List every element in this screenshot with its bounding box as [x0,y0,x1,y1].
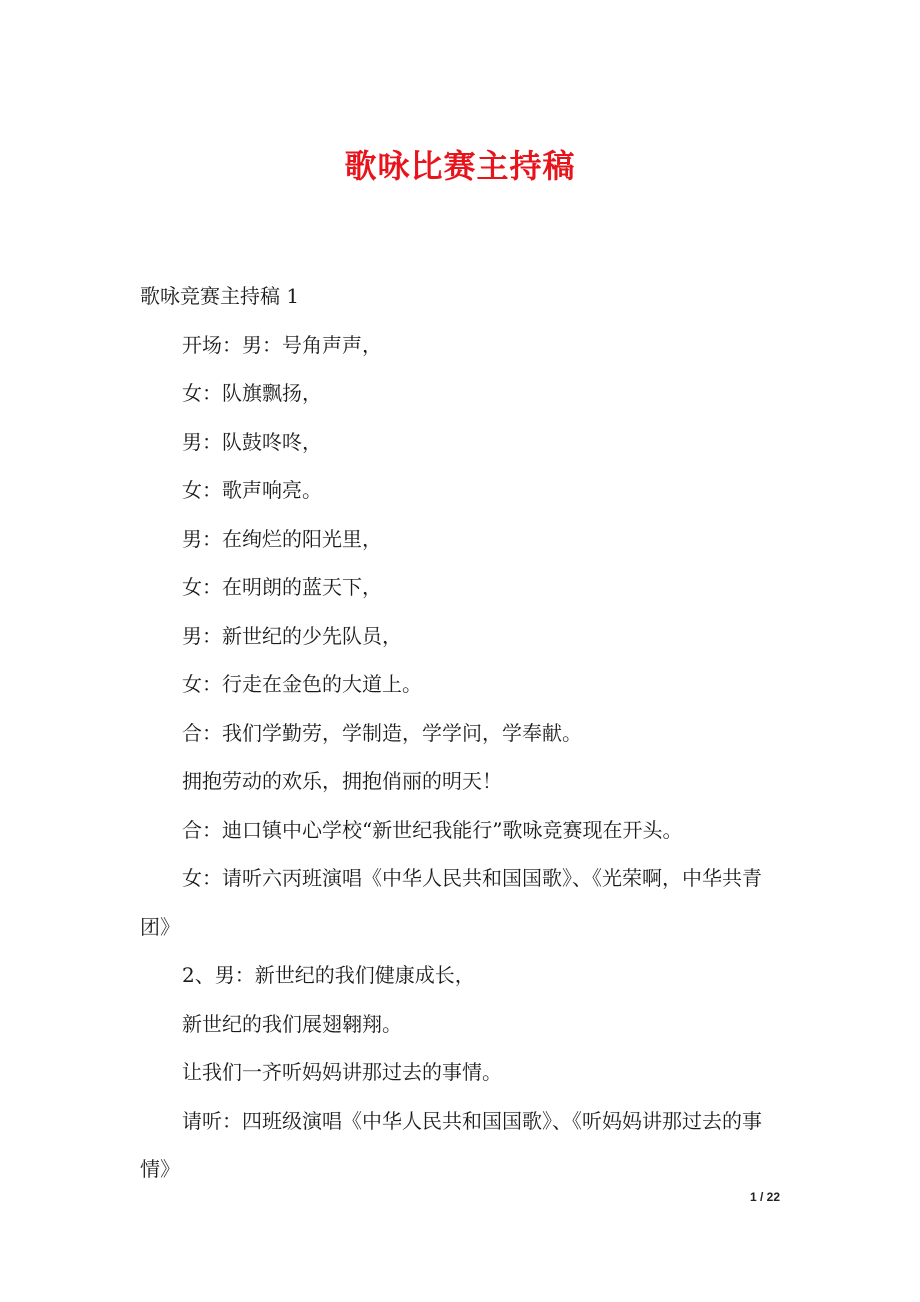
page-indicator: 1 / 22 [749,1190,780,1204]
paragraph: 请听：四班级演唱《中华人民共和国国歌》、《听妈妈讲那过去的事情》 [140,1108,762,1181]
paragraph: 女：请听六丙班演唱《中华人民共和国国歌》、《光荣啊，中华共青团》 [140,866,762,939]
document-body [140,272,785,1194]
paragraph: 让我们一齐听妈妈讲那过去的事情。 [182,1060,502,1084]
paragraph: 女：行走在金色的大道上。 [182,672,422,696]
paragraph: 女：在明朗的蓝天下， [182,575,382,599]
paragraph: 2、男：新世纪的我们健康成长， [182,963,475,987]
paragraph: 男：新世纪的少先队员， [182,623,402,648]
paragraph: 合：我们学勤劳，学制造，学学问，学奉献。 [182,720,582,745]
paragraph: 开场：男：号角声声， [182,332,382,357]
paragraph: 女：歌声响亮。 [182,478,322,502]
paragraph: 拥抱劳动的欢乐，拥抱俏丽的明天！ [182,769,502,793]
paragraph: 男：在绚烂的阳光里， [182,526,382,551]
paragraph: 女：队旗飘扬， [182,381,322,405]
paragraph: 男：队鼓咚咚， [182,429,322,454]
document-title: 歌咏比赛主持稿 [344,147,576,185]
paragraph: 新世纪的我们展翅翱翔。 [182,1011,402,1036]
section-heading: 歌咏竞赛主持稿 1 [140,284,300,308]
paragraph: 合：迪口镇中心学校“新世纪我能行”歌咏竞赛现在开头。 [182,817,683,842]
